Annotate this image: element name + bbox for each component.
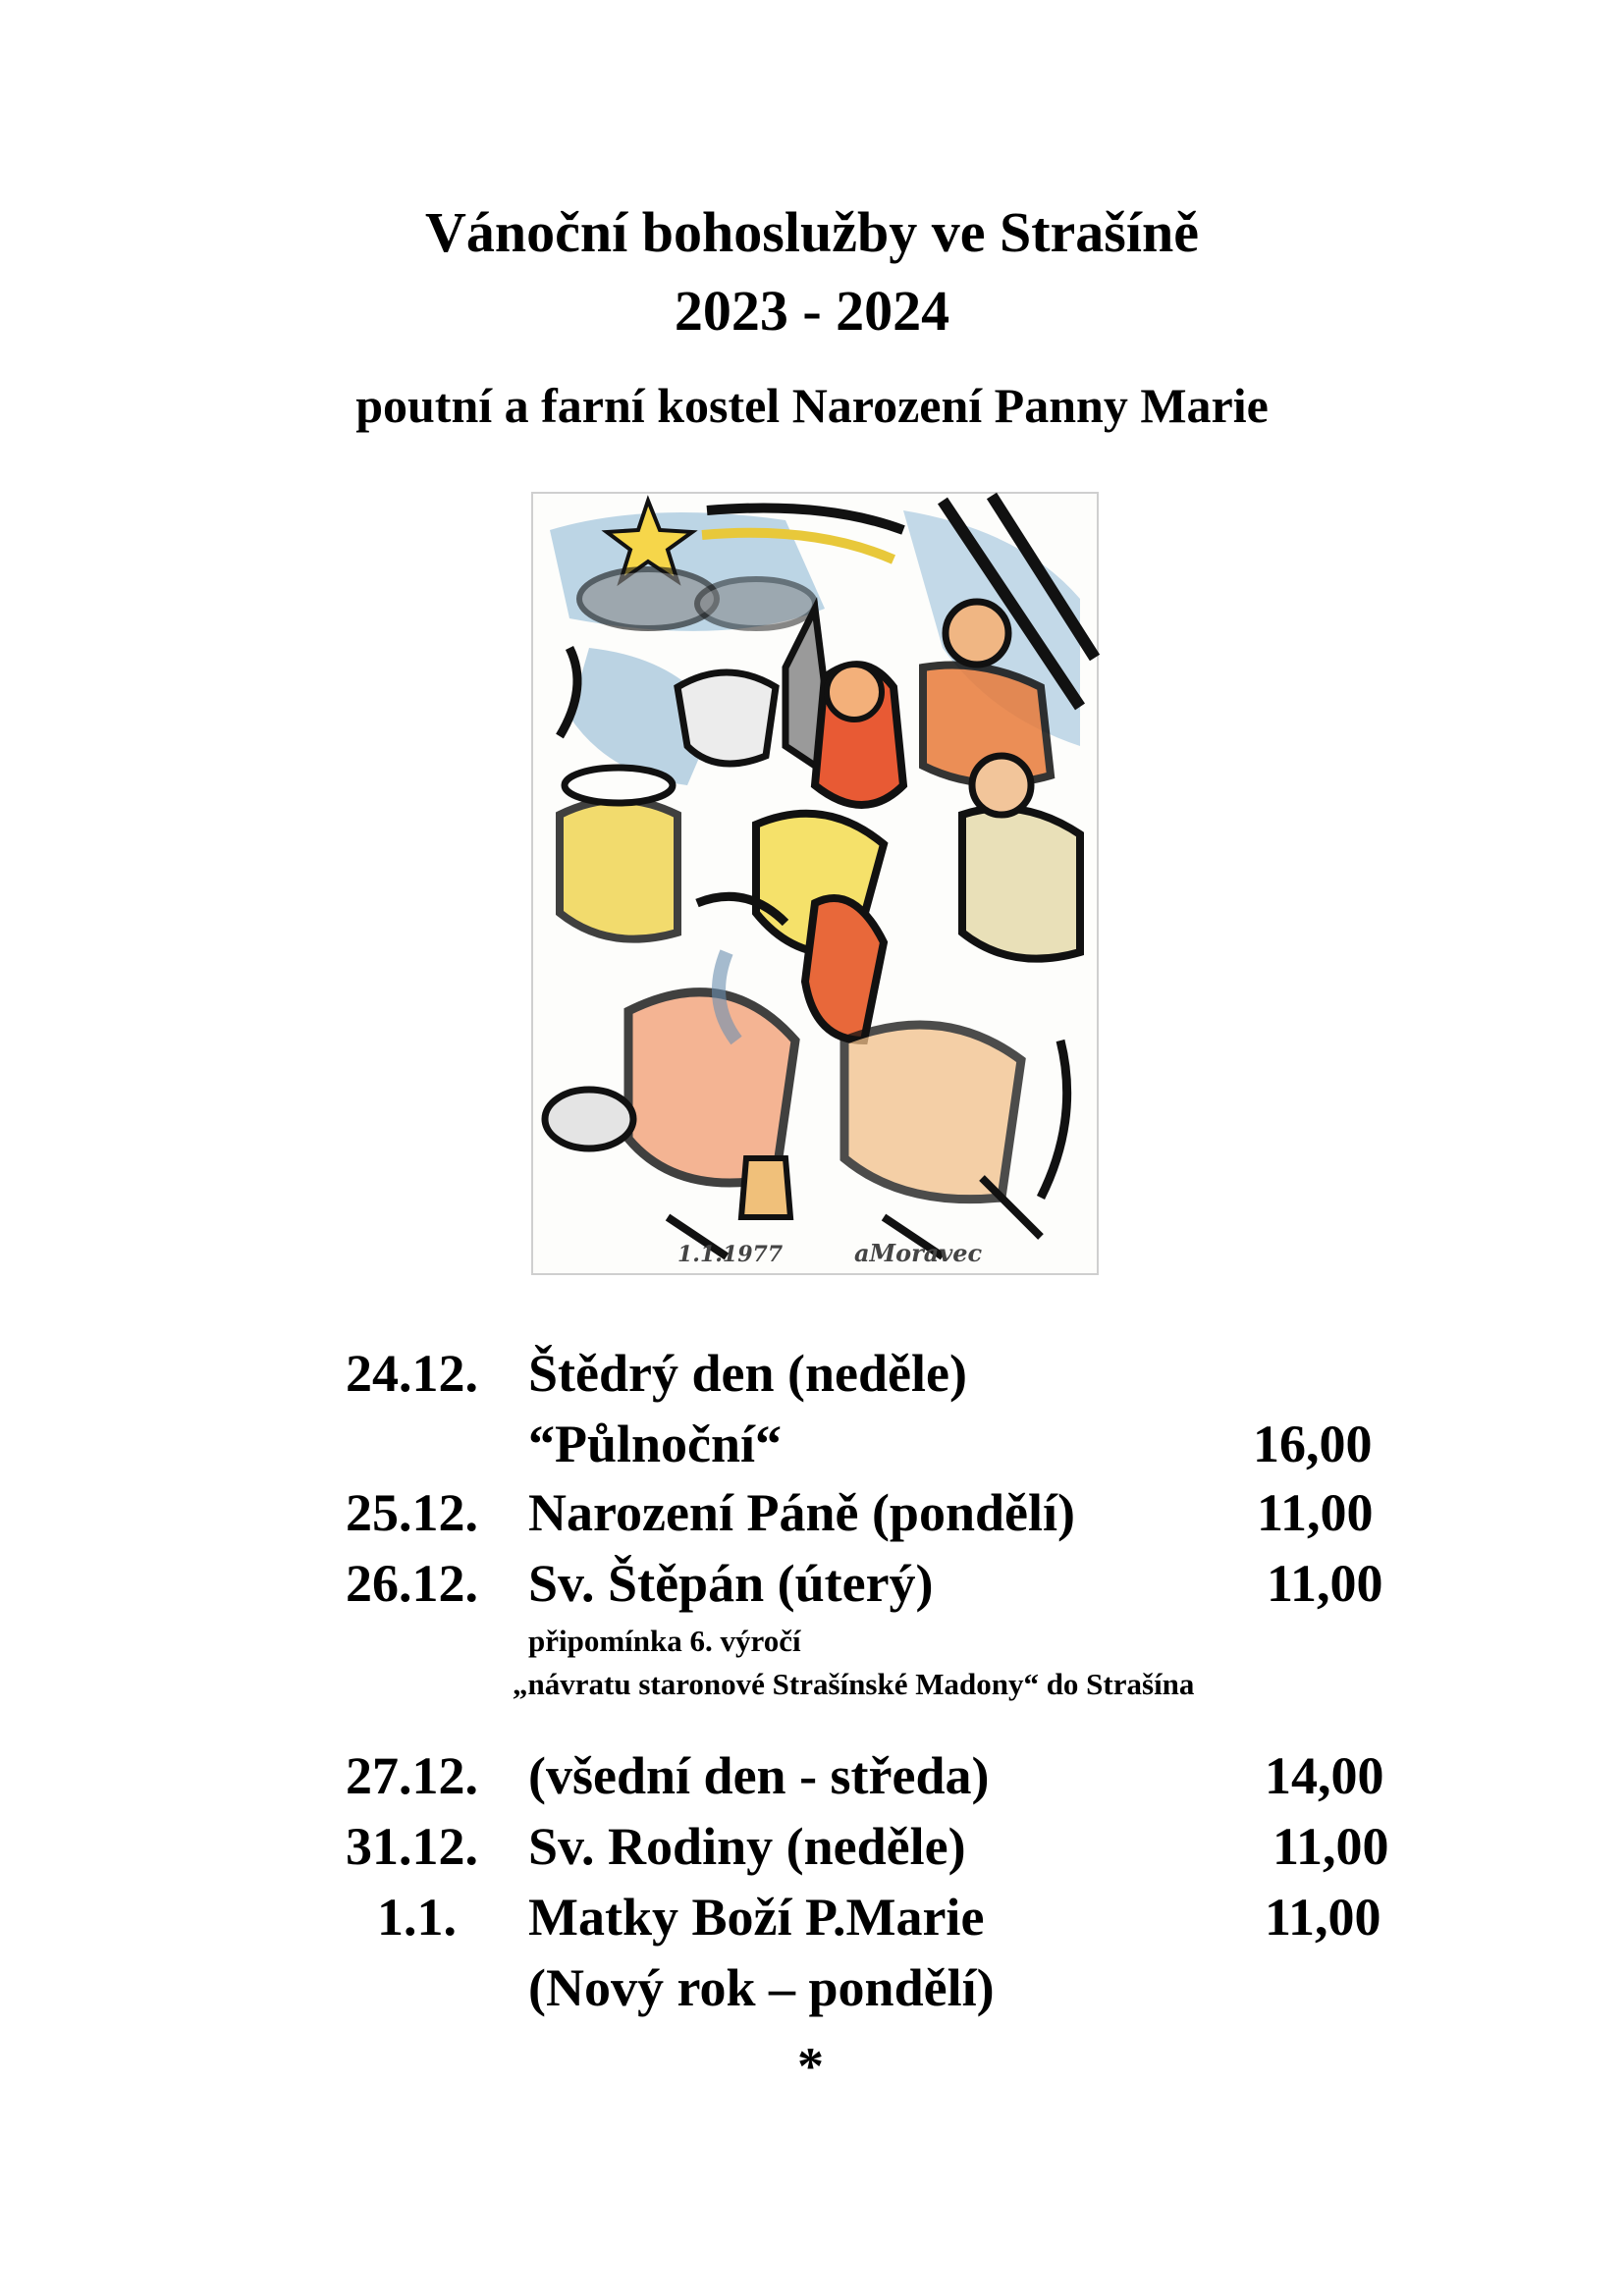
schedule-date: 1.1.: [377, 1888, 457, 1947]
schedule-date: 26.12.: [346, 1554, 478, 1613]
svg-text:aMoravec: aMoravec: [854, 1239, 983, 1267]
footer-asterisk: *: [797, 2037, 824, 2096]
schedule-description: Sv. Rodiny (neděle): [528, 1817, 966, 1876]
schedule-description: Štědrý den (neděle): [528, 1344, 967, 1403]
schedule-description: “Půlnoční“: [528, 1415, 783, 1473]
page-title: Vánoční bohoslužby ve Strašíně: [425, 200, 1199, 264]
schedule-date: 31.12.: [346, 1817, 478, 1876]
schedule-description: Narození Páně (pondělí): [528, 1483, 1075, 1542]
schedule-description: (všední den - středa): [528, 1746, 990, 1805]
schedule-time: 11,00: [1267, 1554, 1383, 1613]
schedule-time: 11,00: [1257, 1483, 1374, 1542]
page-subtitle: poutní a farní kostel Narození Panny Marie: [355, 378, 1269, 433]
nativity-artwork: [530, 491, 1100, 1276]
schedule-time: 16,00: [1253, 1415, 1373, 1473]
anniversary-note-line2: „návratu staronové Strašínské Madony“ do Strašína: [513, 1667, 1195, 1701]
schedule-date: 27.12.: [346, 1746, 478, 1805]
schedule-time: 11,00: [1265, 1888, 1381, 1947]
schedule-description: Matky Boží P.Marie: [528, 1888, 985, 1947]
schedule-date: 25.12.: [346, 1483, 478, 1542]
page-title-years: 2023 - 2024: [674, 279, 950, 343]
anniversary-note-line1: připomínka 6. výročí: [528, 1624, 801, 1658]
svg-text:1.1.1977: 1.1.1977: [677, 1242, 784, 1267]
schedule-description: Sv. Štěpán (úterý): [528, 1554, 934, 1613]
schedule-date: 24.12.: [346, 1344, 478, 1403]
schedule-description: (Nový rok – pondělí): [528, 1958, 995, 2017]
schedule-time: 11,00: [1272, 1817, 1389, 1876]
schedule-time: 14,00: [1265, 1746, 1384, 1805]
